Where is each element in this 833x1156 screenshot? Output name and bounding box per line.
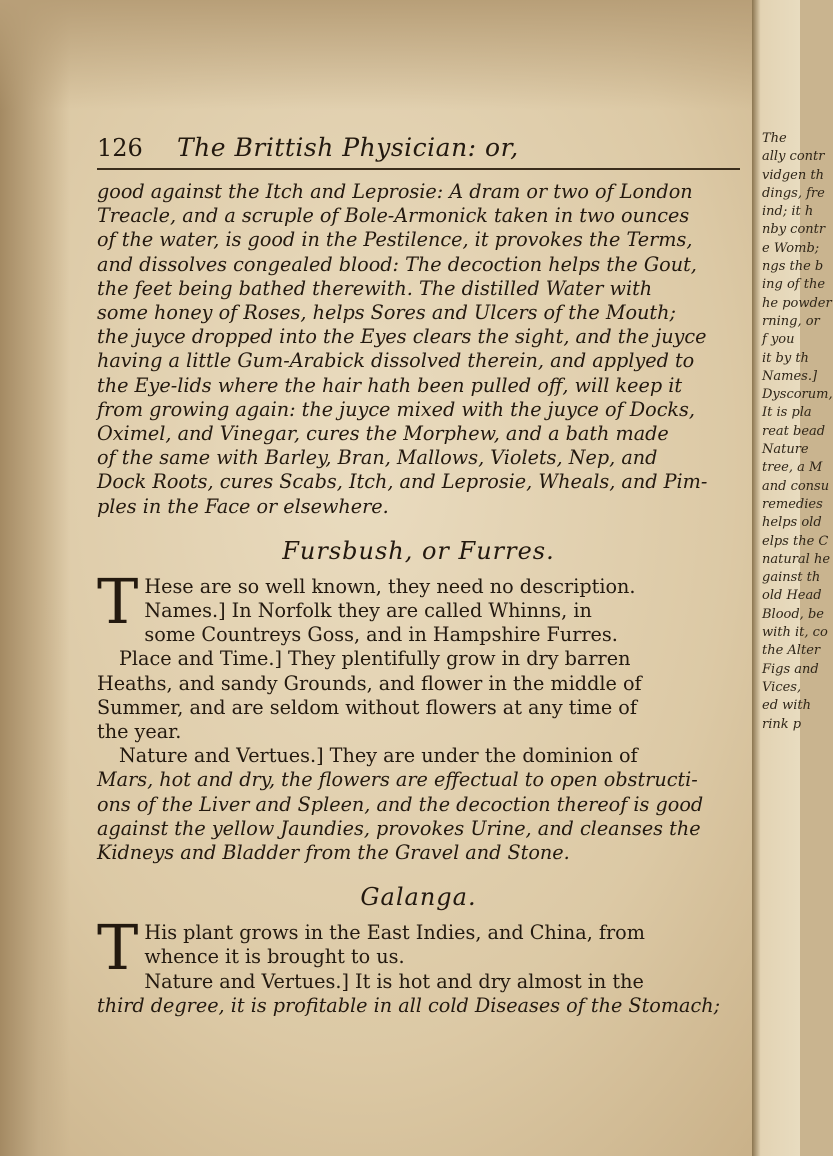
facing-text-line: dings, fre: [762, 185, 825, 201]
text-line: of the same with Barley, Bran, Mallows, Violets, Nep, and: [97, 446, 658, 470]
facing-text-line: remedies: [762, 496, 823, 512]
running-head: [97, 133, 740, 170]
book-spine-shadow: [0, 0, 70, 1156]
text-line: Nature and Vertues.] They are under the dominion of: [119, 744, 638, 768]
text-line: the juyce dropped into the Eyes clears the sight, and the juyce: [97, 325, 707, 349]
text-line: Place and Time.] They plentifully grow in dry barren: [119, 647, 631, 671]
facing-text-line: e Womb;: [762, 240, 820, 256]
text-line: of the water, is good in the Pestilence, it provokes the Terms,: [97, 228, 693, 252]
facing-text-line: ing of the: [762, 277, 826, 293]
facing-text-line: reat bead: [762, 423, 826, 439]
text-line: Heaths, and sandy Grounds, and flower in the middle of: [97, 671, 642, 695]
facing-text-line: and consu: [762, 478, 830, 494]
text-line: Oximel, and Vinegar, cures the Morphew, and a bath made: [97, 422, 669, 446]
text-line: the year.: [97, 720, 182, 744]
facing-text-line: Names.]: [762, 368, 818, 384]
facing-text-line: It is pla: [762, 405, 812, 421]
facing-page-text: [762, 130, 833, 734]
text-line: from growing again: the juyce mixed with the juyce of Docks,: [97, 397, 696, 421]
running-title: The Brittish Physician: or,: [177, 133, 519, 162]
text-line: the feet being bathed therewith. The distilled Water with: [97, 276, 653, 300]
section-fursbush-body: [97, 564, 740, 865]
facing-text-line: ed with: [762, 698, 812, 714]
text-line: the Eye-lids where the hair hath been pulled off, will keep it: [97, 373, 683, 397]
facing-text-line: vidgen th: [762, 167, 824, 183]
facing-text-line: ngs the b: [762, 259, 824, 275]
facing-text-line: natural he: [762, 551, 831, 567]
text-line: Summer, and are seldom without flowers at any time of: [97, 695, 637, 719]
text-line: having a little Gum-Arabick dissolved therein, and applyed to: [97, 349, 695, 373]
section-galanga-body: [97, 911, 740, 1018]
facing-text-line: helps old: [762, 515, 822, 531]
page-content: [97, 133, 740, 1018]
facing-text-line: Figs and: [762, 661, 819, 677]
facing-text-line: old Head: [762, 588, 822, 604]
facing-text-line: the Alter: [762, 643, 821, 659]
text-line: Nature and Vertues.] It is hot and dry almost in the: [144, 969, 644, 993]
text-line: His plant grows in the East Indies, and China, from: [144, 921, 645, 945]
facing-text-line: tree, a M: [762, 460, 823, 476]
text-line: some Countreys Goss, and in Hampshire Furres.: [144, 623, 618, 647]
facing-text-line: ind; it h: [762, 204, 814, 220]
text-line: whence it is brought to us.: [144, 945, 405, 969]
facing-text-line: it by th: [762, 350, 809, 366]
facing-text-line: ally contr: [762, 149, 825, 165]
facing-text-line: with it, co: [762, 625, 828, 641]
facing-text-line: Vices,: [762, 679, 802, 695]
text-line: third degree, it is profitable in all cold Diseases of the Stomach;: [97, 993, 721, 1017]
section-heading-fursbush: Fursbush, or Furres.: [282, 536, 555, 565]
section-heading-galanga: Galanga.: [360, 883, 477, 912]
text-line: Dock Roots, cures Scabs, Itch, and Leprosie, Wheals, and Pim-: [97, 470, 708, 494]
page-top-shadow: [0, 0, 800, 110]
facing-text-line: f you: [762, 332, 795, 348]
text-line: and dissolves congealed blood: The decoction helps the Gout,: [97, 252, 697, 276]
facing-text-line: rning, or: [762, 313, 820, 329]
facing-text-line: rink p: [762, 716, 802, 732]
text-line: ons of the Liver and Spleen, and the decoction thereof is good: [97, 792, 704, 816]
text-line: Hese are so well known, they need no description.: [144, 574, 636, 598]
text-line: Kidneys and Bladder from the Gravel and Stone.: [97, 841, 570, 865]
facing-text-line: Dyscorum,: [762, 387, 833, 403]
text-line: ples in the Face or elsewhere.: [97, 494, 389, 518]
text-line: Treacle, and a scruple of Bole-Armonick taken in two ounces: [97, 204, 690, 228]
text-line: against the yellow Jaundies, provokes Urine, and cleanses the: [97, 816, 701, 840]
facing-text-line: The: [762, 131, 787, 146]
intro-paragraph: [97, 180, 740, 519]
text-line: some honey of Roses, helps Sores and Ulcers of the Mouth;: [97, 301, 676, 325]
dropcap-t: T: [97, 564, 139, 638]
facing-text-line: Blood, be: [762, 606, 824, 622]
text-line: good against the Itch and Leprosie: A dram or two of London: [97, 180, 693, 203]
facing-text-line: nby contr: [762, 222, 826, 238]
dropcap-t-galanga: T: [97, 911, 139, 985]
facing-text-line: gainst th: [762, 570, 821, 586]
facing-text-line: elps the C: [762, 533, 829, 549]
facing-text-line: Nature: [762, 442, 809, 458]
facing-page-edge: [752, 0, 833, 1156]
text-line: Mars, hot and dry, the flowers are effectual to open obstructi-: [97, 768, 698, 792]
text-line: Names.] In Norfolk they are called Whinns, in: [144, 599, 592, 623]
facing-text-line: he powder: [762, 295, 832, 311]
page-number: 126: [97, 134, 143, 162]
